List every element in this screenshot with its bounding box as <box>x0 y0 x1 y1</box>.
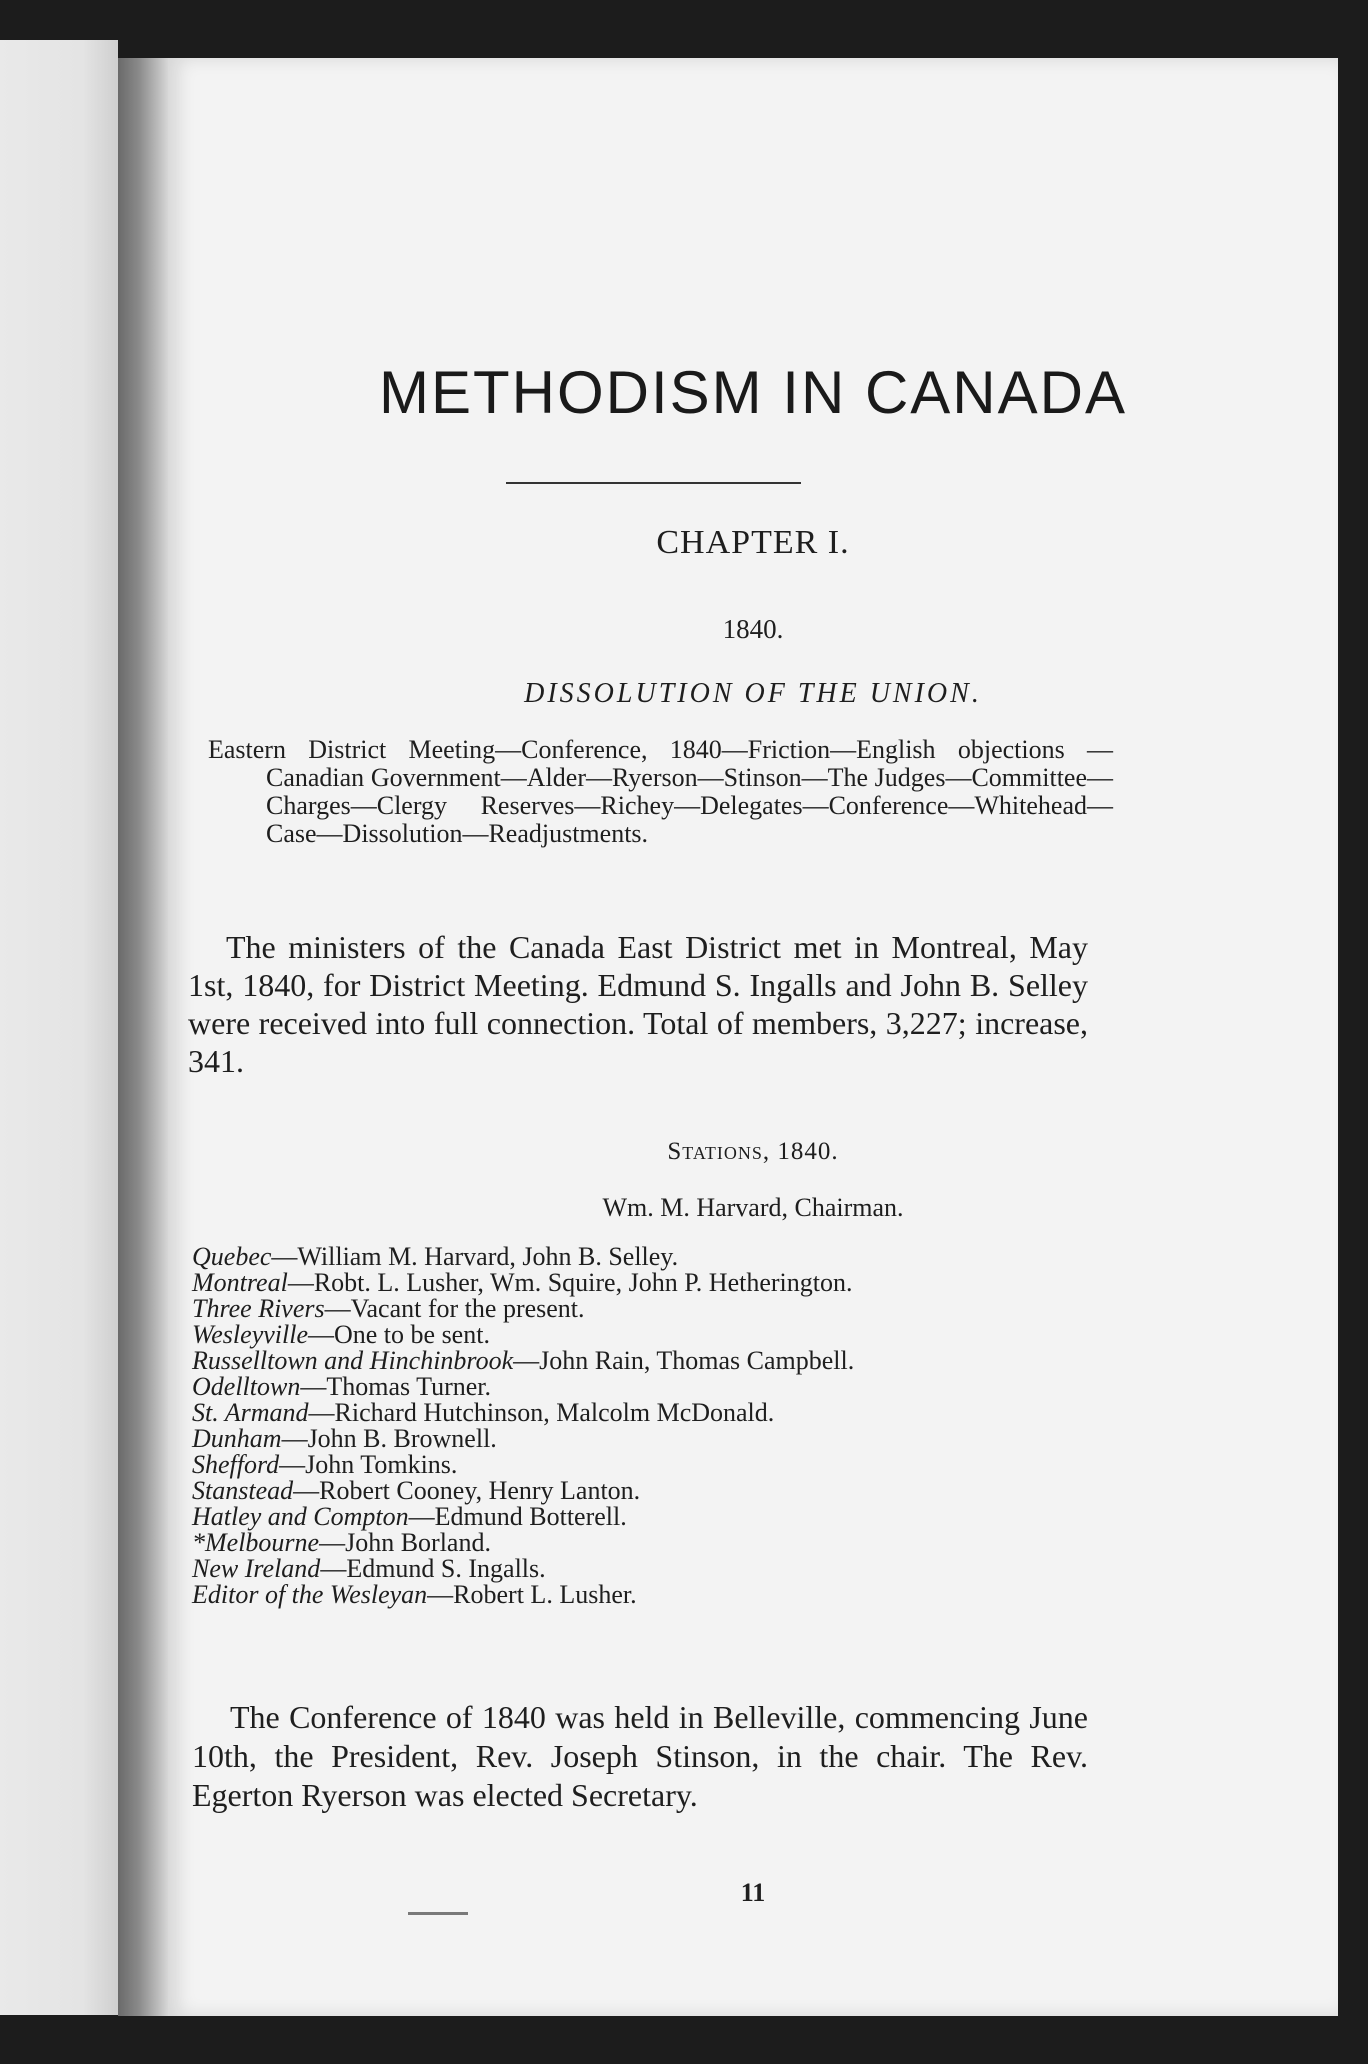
station-names: —Richard Hutchinson, Malcolm McDonald. <box>308 1398 775 1427</box>
station-entry <box>192 1400 1092 1426</box>
station-names: —Edmund S. Ingalls. <box>320 1554 546 1583</box>
title-rule <box>506 482 801 484</box>
book-page <box>168 58 1338 2016</box>
station-place: Odelltown <box>192 1372 301 1401</box>
station-names: —Robert Cooney, Henry Lanton. <box>293 1476 641 1505</box>
station-place: *Melbourne <box>192 1528 320 1557</box>
station-entry <box>192 1270 1092 1296</box>
ink-smudge <box>408 1912 468 1915</box>
station-names: —John Rain, Thomas Campbell. <box>513 1346 855 1375</box>
station-place: Hatley and Compton <box>192 1502 409 1531</box>
station-place: Shefford <box>192 1450 280 1479</box>
station-place: Russelltown and Hinchinbrook <box>192 1346 514 1375</box>
station-place: Three Rivers <box>192 1294 325 1323</box>
chapter-summary: Eastern District Meeting—Conference, 1840—Friction—English objections — Canadian Government—Alder—Ryerson—Stinson—The Judges—Committee—Charges—Clergy Reserves—Richey—Delegates—Conference—Whitehead—Case—Dissolution—Readjustments. <box>208 735 1113 848</box>
page-title: METHODISM IN CANADA <box>378 359 1128 426</box>
station-names: —One to be sent. <box>307 1320 490 1349</box>
station-place: New Ireland <box>192 1554 321 1583</box>
station-names: —John Tomkins. <box>279 1450 458 1479</box>
facing-page-edge <box>0 40 118 2015</box>
body-paragraph: The ministers of the Canada East District met in Montreal, May 1st, 1840, for District Meeting. Edmund S. Ingalls and John B. Selley were received into full connection. Total of members, 3,227; increase, 341. <box>188 929 1088 1079</box>
station-entry <box>192 1530 1092 1556</box>
stations-chairman: Wm. M. Harvard, Chairman. <box>602 1193 904 1222</box>
station-names: —Vacant for the present. <box>324 1294 585 1323</box>
station-entry <box>192 1478 1092 1504</box>
station-entry <box>192 1296 1092 1322</box>
station-entry <box>192 1322 1092 1348</box>
station-place: Quebec <box>192 1242 272 1271</box>
stations-heading: Stations, 1840. <box>667 1138 839 1165</box>
station-entry <box>192 1504 1092 1530</box>
station-place: Wesleyville <box>192 1320 308 1349</box>
station-place: Stanstead <box>192 1476 294 1505</box>
page-number: 11 <box>740 1878 766 1907</box>
station-names: —William M. Harvard, John B. Selley. <box>271 1242 679 1271</box>
station-entry <box>192 1426 1092 1452</box>
station-names: —Thomas Turner. <box>300 1372 492 1401</box>
station-entry <box>192 1244 1092 1270</box>
chapter-heading: CHAPTER I. <box>656 524 850 561</box>
station-entry <box>192 1348 1092 1374</box>
station-names: —Edmund Botterell. <box>408 1502 627 1531</box>
chapter-subtitle: DISSOLUTION OF THE UNION. <box>524 678 982 709</box>
station-names: —Robt. L. Lusher, Wm. Squire, John P. Hetherington. <box>287 1268 853 1297</box>
station-entry <box>192 1582 1092 1608</box>
station-entry <box>192 1374 1092 1400</box>
station-place: St. Armand <box>192 1398 309 1427</box>
chapter-year: 1840. <box>722 614 784 644</box>
body-paragraph: The Conference of 1840 was held in Belleville, commencing June 10th, the President, Rev. Joseph Stinson, in the chair. The Rev. Egerton Ryerson was elected Secretary. <box>192 1699 1088 1813</box>
book-gutter <box>118 58 170 2016</box>
stations-list <box>192 1244 1092 1608</box>
station-place: Editor of the Wesleyan <box>192 1580 428 1609</box>
station-entry <box>192 1556 1092 1582</box>
station-names: —Robert L. Lusher. <box>427 1580 637 1609</box>
station-place: Montreal <box>192 1268 288 1297</box>
station-entry <box>192 1452 1092 1478</box>
station-place: Dunham <box>192 1424 282 1453</box>
station-names: —John B. Brownell. <box>281 1424 497 1453</box>
station-names: —John Borland. <box>319 1528 491 1557</box>
